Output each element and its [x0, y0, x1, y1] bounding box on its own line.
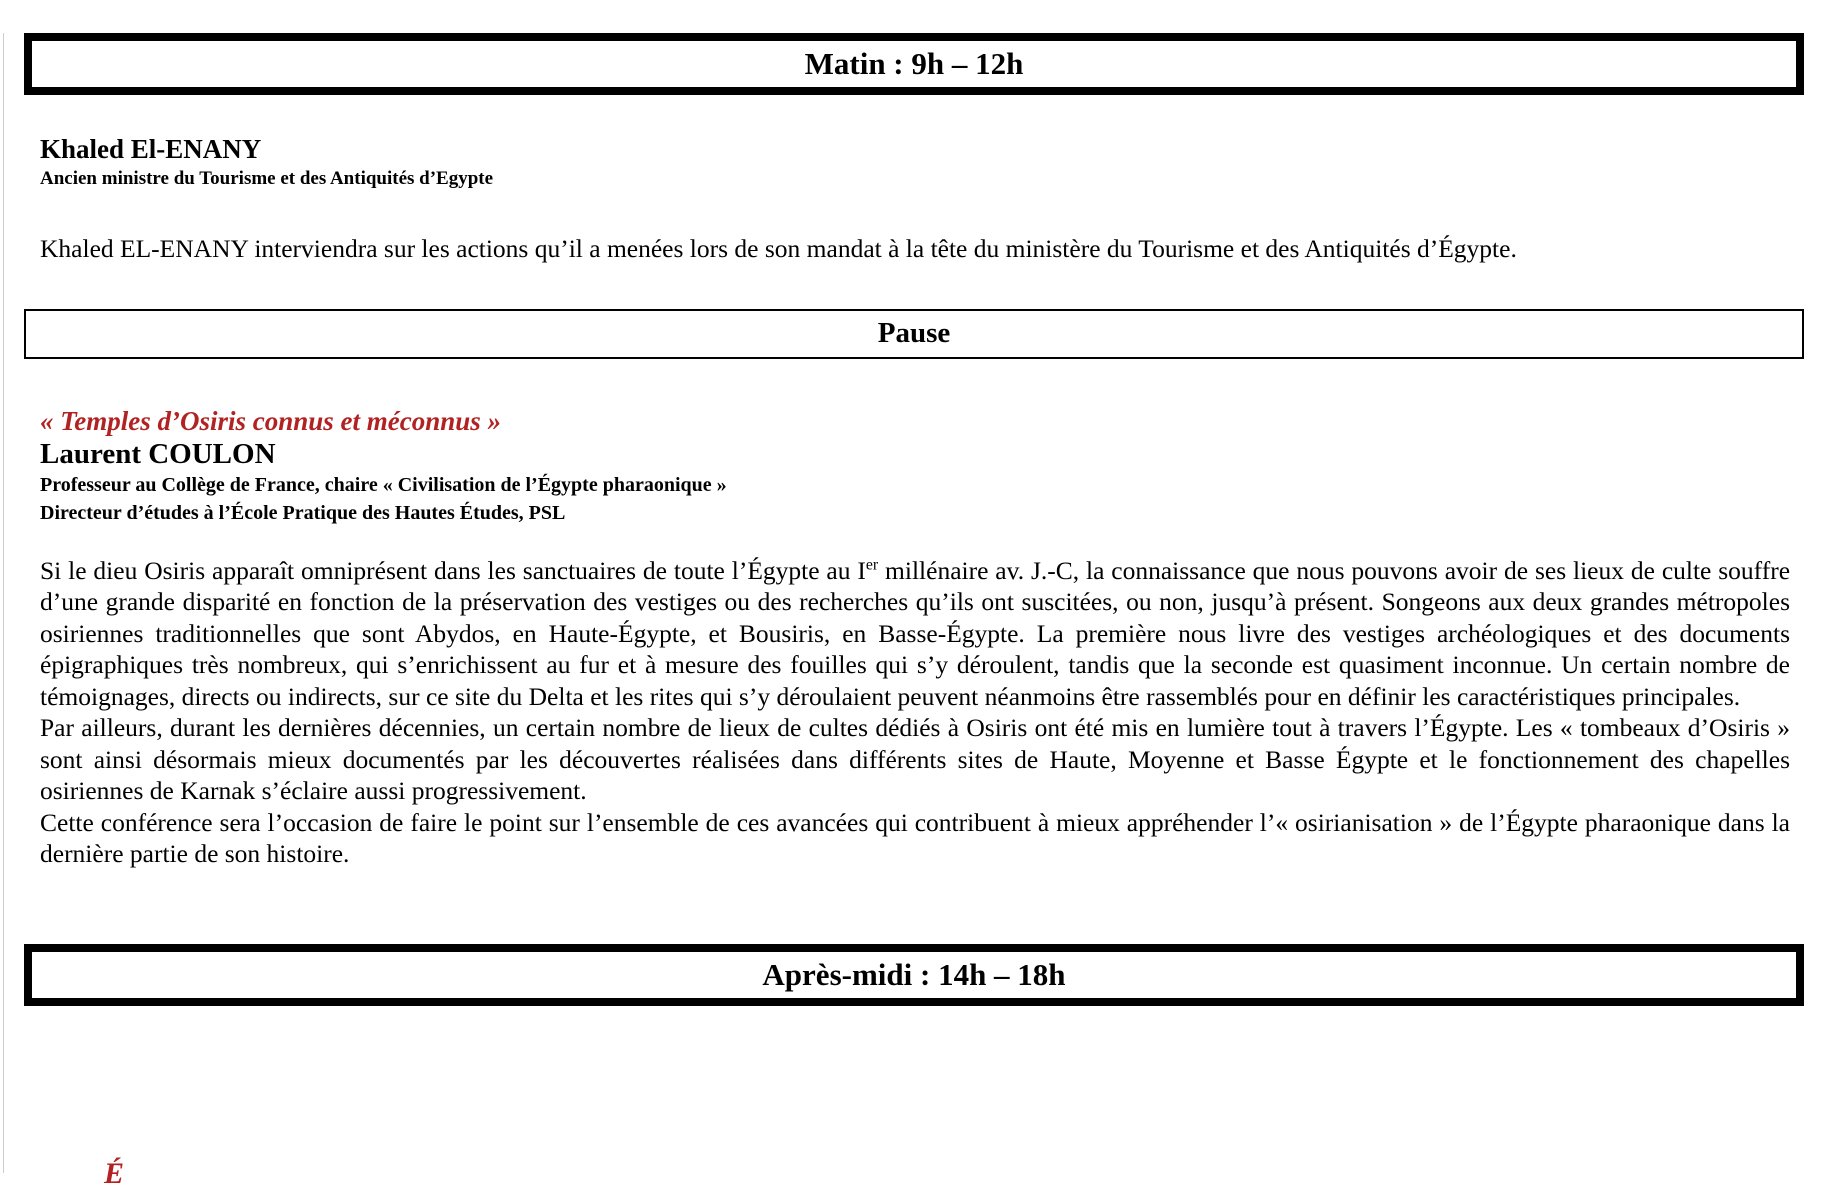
speaker-name-khaled-el-enany: Khaled El-ENANY — [40, 134, 262, 164]
speaker-abstract-khaled-el-enany: Khaled EL-ENANY interviendra sur les actions qu’il a menées lors de son mandat à la tête du ministère du Tourisme et des Antiquités d’Égypte. — [40, 234, 1517, 263]
abstract-p1-text-before-superscript: Si le dieu Osiris apparaît omniprésent dans les sanctuaires de toute l’Égypte au I — [40, 555, 866, 585]
speaker-affiliation-college-de-france: Professeur au Collège de France, chaire « Civilisation de l’Égypte pharaonique » — [40, 473, 727, 496]
speaker-title-khaled-el-enany: Ancien ministre du Tourisme et des Antiquités d’Egypte — [40, 168, 494, 189]
speaker-name-laurent-coulon: Laurent COULON — [40, 437, 276, 470]
talk-title-temples-osiris: « Temples d’Osiris connus et méconnus » — [40, 405, 502, 436]
cutoff-red-text-fragment: É — [104, 1157, 125, 1190]
speaker-affiliation-ephe: Directeur d’études à l’École Pratique des Hautes Études, PSL — [40, 501, 566, 524]
talk-abstract-paragraph-1 — [40, 555, 1790, 713]
abstract-p1-text-after-superscript: millénaire av. J.-C, la connaissance que nous pouvons avoir de ses lieux de culte souffre d’une grande disparité en fonction de la préservation des vestiges ou des recherches qu’ils ont suscitées, ou non, jusqu’à présent. Songeons aux deux grandes métropoles osiriennes traditionnelles que sont Abydos, en Haute-Égypte, et Bousiris, en Basse-Égypte. La première nous livre des vestiges archéologiques et des documents épigraphiques très nombreux, qui s’enrichissent au fur et à mesure des fouilles qui s’y déroulent, tandis que la seconde est quasiment inconnue. Un certain nombre de témoignages, directs ou indirects, sur ce site du Delta et les rites qui s’y déroulaient peuvent néanmoins être rassemblés pour en définir les caractéristiques principales. — [40, 555, 1791, 711]
page-edge-line — [3, 33, 4, 1173]
session-header-pause: Pause — [24, 309, 1804, 359]
talk-abstract-paragraph-2: Par ailleurs, durant les dernières décennies, un certain nombre de lieux de cultes dédiés à Osiris ont été mis en lumière tout à travers l’Égypte. Les « tombeaux d’Osiris » sont ainsi désormais mieux documentés par les découvertes réalisées dans différents sites de Haute, Moyenne et Basse Égypte et le fonctionnement des chapelles osiriennes de Karnak s’éclaire aussi progressivement. — [40, 713, 1790, 805]
abstract-p1-superscript-er: er — [865, 556, 879, 573]
talk-abstract-paragraph-3: Cette conférence sera l’occasion de faire le point sur l’ensemble de ces avancées qui contribuent à mieux appréhender l’« osirianisation » de l’Égypte pharaonique dans la dernière partie de son histoire. — [40, 807, 1790, 868]
program-document-page — [0, 33, 1822, 1190]
session-header-afternoon: Après-midi : 14h – 18h — [24, 944, 1804, 1006]
session-header-morning: Matin : 9h – 12h — [24, 33, 1804, 95]
talk-abstract — [40, 555, 1790, 870]
